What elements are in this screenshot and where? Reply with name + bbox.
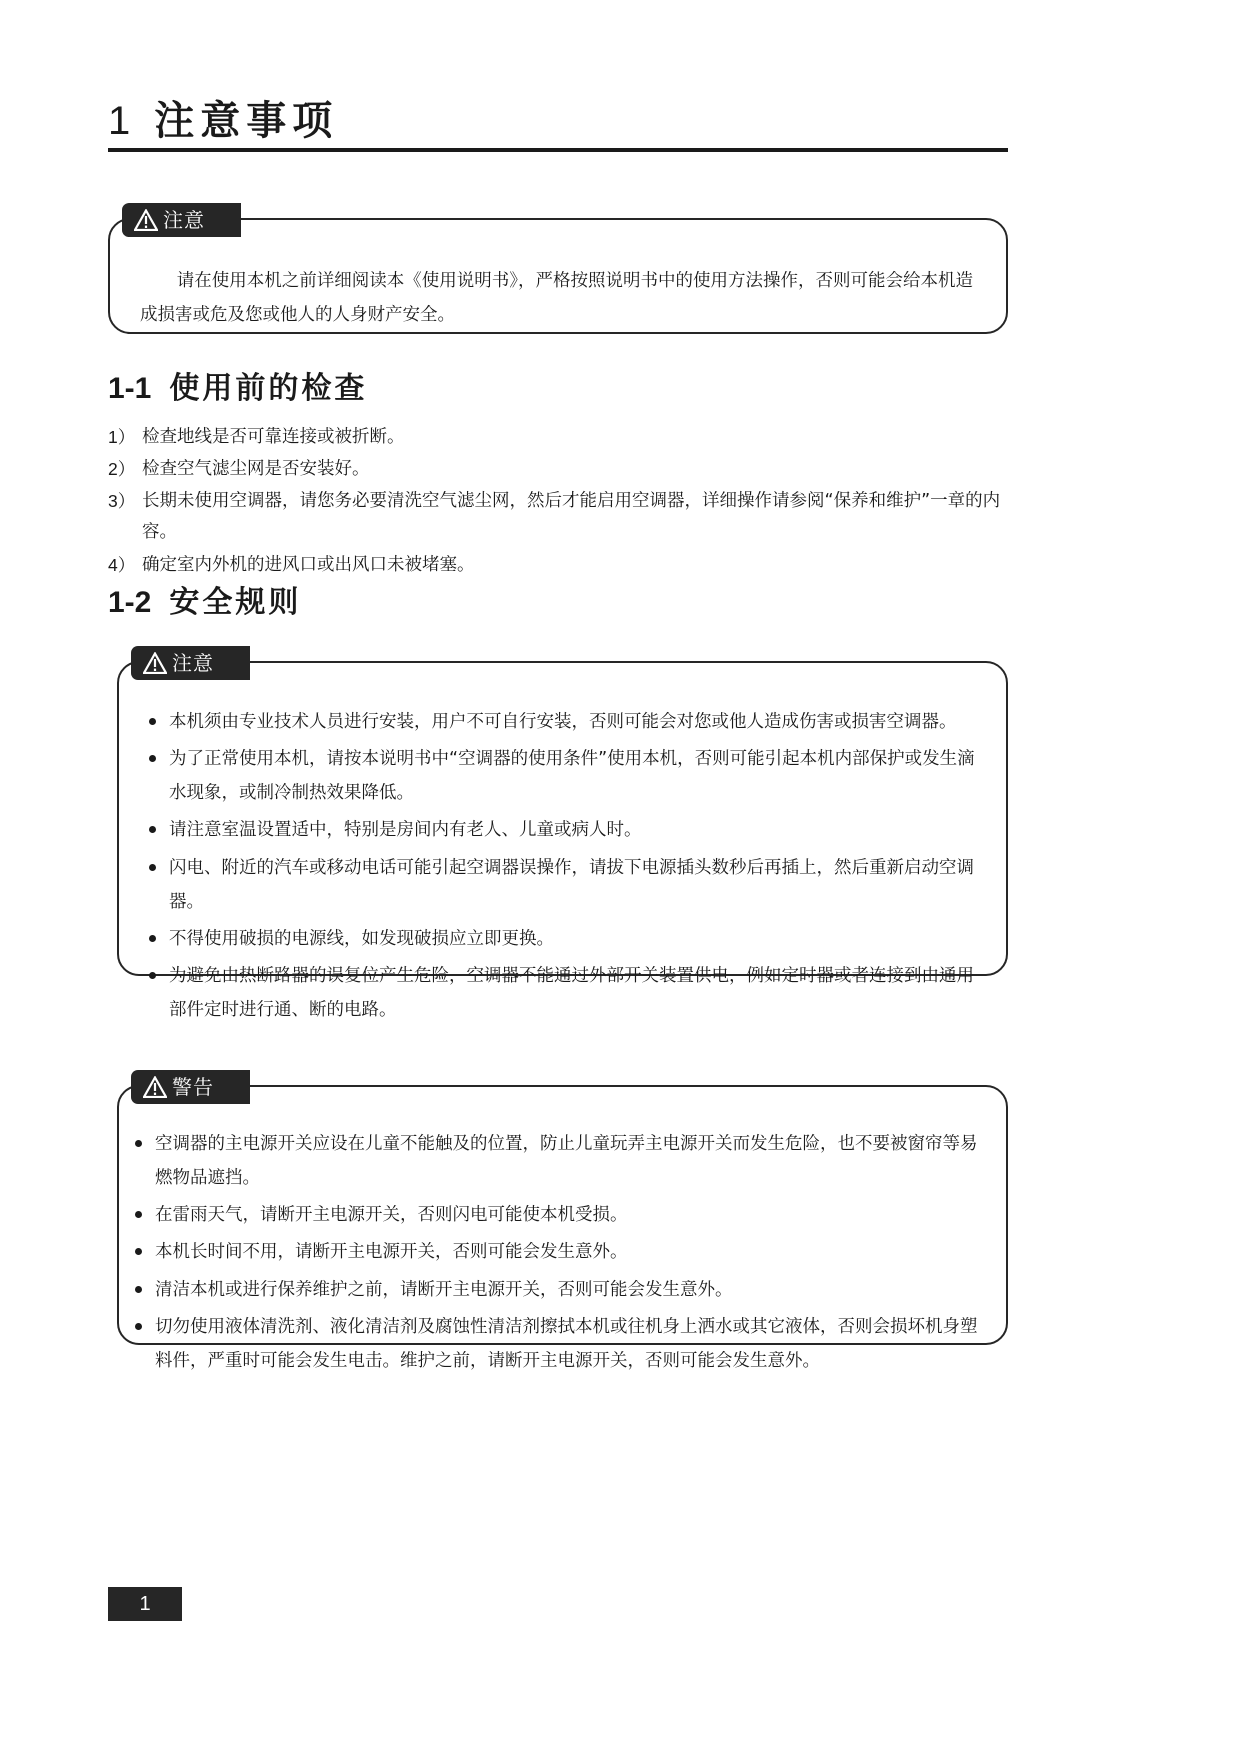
- list-item: 闪电、附近的汽车或移动电话可能引起空调器误操作，请拔下电源插头数秒后再插上，然后重新启动空调器。: [143, 851, 980, 919]
- list-marker: 1）: [108, 427, 136, 447]
- notice-tab-caution: [131, 646, 250, 680]
- notice-tab-label: 注意: [163, 207, 205, 232]
- notice-body-caution-safety: [119, 663, 1006, 1050]
- list-item: 为避免由热断路器的误复位产生危险，空调器不能通过外部开关装置供电，例如定时器或者连接到由通用部件定时进行通、断的电路。: [143, 959, 980, 1027]
- warning-triangle-icon: [143, 652, 167, 674]
- chapter-title-text: 注意事项: [154, 98, 339, 144]
- list-item: [108, 454, 1008, 485]
- notice-paragraph: 请在使用本机之前详细阅读本《使用说明书》，严格按照说明书中的使用方法操作，否则可能会给本机造成损害或危及您或他人的人身财产安全。: [140, 271, 973, 326]
- list-item-text: 长期未使用空调器，请您务必要清洗空气滤尘网，然后才能启用空调器，详细操作请参阅“保养和维护”一章的内容。: [142, 491, 1001, 543]
- notice-body-warning-safety: [119, 1087, 1006, 1401]
- list-marker: 3）: [108, 491, 136, 512]
- list-item: [108, 486, 1008, 548]
- section-heading-1-2: [108, 577, 301, 621]
- warning-triangle-icon: [143, 1076, 167, 1098]
- tab-slant-edge: [214, 646, 248, 680]
- section-heading-1-1: [108, 363, 367, 407]
- list-marker: 4）: [108, 554, 136, 575]
- notice-box-caution-safety: [117, 650, 1008, 1020]
- list-item-text: 确定室内外机的进风口或出风口未被堵塞。: [142, 554, 475, 575]
- notice-body-intro: [110, 220, 1006, 358]
- notice-box-warning-safety: [117, 1074, 1008, 1371]
- notice-tab-label: 注意: [172, 650, 214, 675]
- page-number-text: 1: [139, 1592, 151, 1615]
- tab-slant-edge: [205, 203, 239, 237]
- list-item: 本机须由专业技术人员进行安装，用户不可自行安装，否则可能会对您或他人造成伤害或损害空调器。: [143, 705, 980, 739]
- chapter-title-block: [108, 96, 1008, 152]
- list-marker: 2）: [108, 459, 136, 480]
- list-item: 本机长时间不用，请断开主电源开关，否则可能会发生意外。: [129, 1235, 980, 1269]
- notice-tab-warning: [131, 1070, 250, 1104]
- list-item: [108, 422, 1008, 453]
- notice-tab-caution: [122, 203, 241, 237]
- list-item-text: 检查地线是否可靠连接或被折断。: [142, 427, 405, 447]
- checklist-before-use: [108, 422, 1008, 582]
- list-item: 在雷雨天气，请断开主电源开关，否则闪电可能使本机受损。: [129, 1198, 980, 1232]
- section-number: 1-2: [108, 586, 152, 619]
- list-item: 为了正常使用本机，请按本说明书中“空调器的使用条件”使用本机，否则可能引起本机内部保护或发生滴水现象，或制冷制热效果降低。: [143, 742, 980, 810]
- tab-slant-edge: [214, 1070, 248, 1104]
- list-item: 清洁本机或进行保养维护之前，请断开主电源开关，否则可能会发生意外。: [129, 1273, 980, 1307]
- list-item: 空调器的主电源开关应设在儿童不能触及的位置，防止儿童玩弄主电源开关而发生危险，也不要被窗帘等易燃物品遮挡。: [129, 1127, 980, 1195]
- section-number: 1-1: [108, 372, 152, 405]
- notice-box-intro: [108, 207, 1008, 334]
- warning-triangle-icon: [134, 209, 158, 231]
- list-item: 切勿使用液体清洗剂、液化清洁剂及腐蚀性清洁剂擦拭本机或往机身上洒水或其它液体，否则会损坏机身塑料件，严重时可能会发生电击。维护之前，请断开主电源开关，否则可能会发生意外。: [129, 1310, 980, 1378]
- section-title: 安全规则: [169, 585, 302, 620]
- warning-bullet-list: [129, 1127, 980, 1378]
- section-title: 使用前的检查: [169, 371, 368, 406]
- title-underline-rule: [108, 148, 1008, 152]
- list-item-text: 检查空气滤尘网是否安装好。: [142, 459, 370, 480]
- page-title: [108, 96, 1008, 146]
- list-item: 不得使用破损的电源线，如发现破损应立即更换。: [143, 922, 980, 956]
- chapter-number: 1: [108, 99, 133, 143]
- caution-bullet-list: [143, 705, 980, 1027]
- notice-tab-label: 警告: [172, 1074, 214, 1099]
- list-item: 请注意室温设置适中，特别是房间内有老人、儿童或病人时。: [143, 813, 980, 847]
- page-number-badge: [108, 1587, 182, 1621]
